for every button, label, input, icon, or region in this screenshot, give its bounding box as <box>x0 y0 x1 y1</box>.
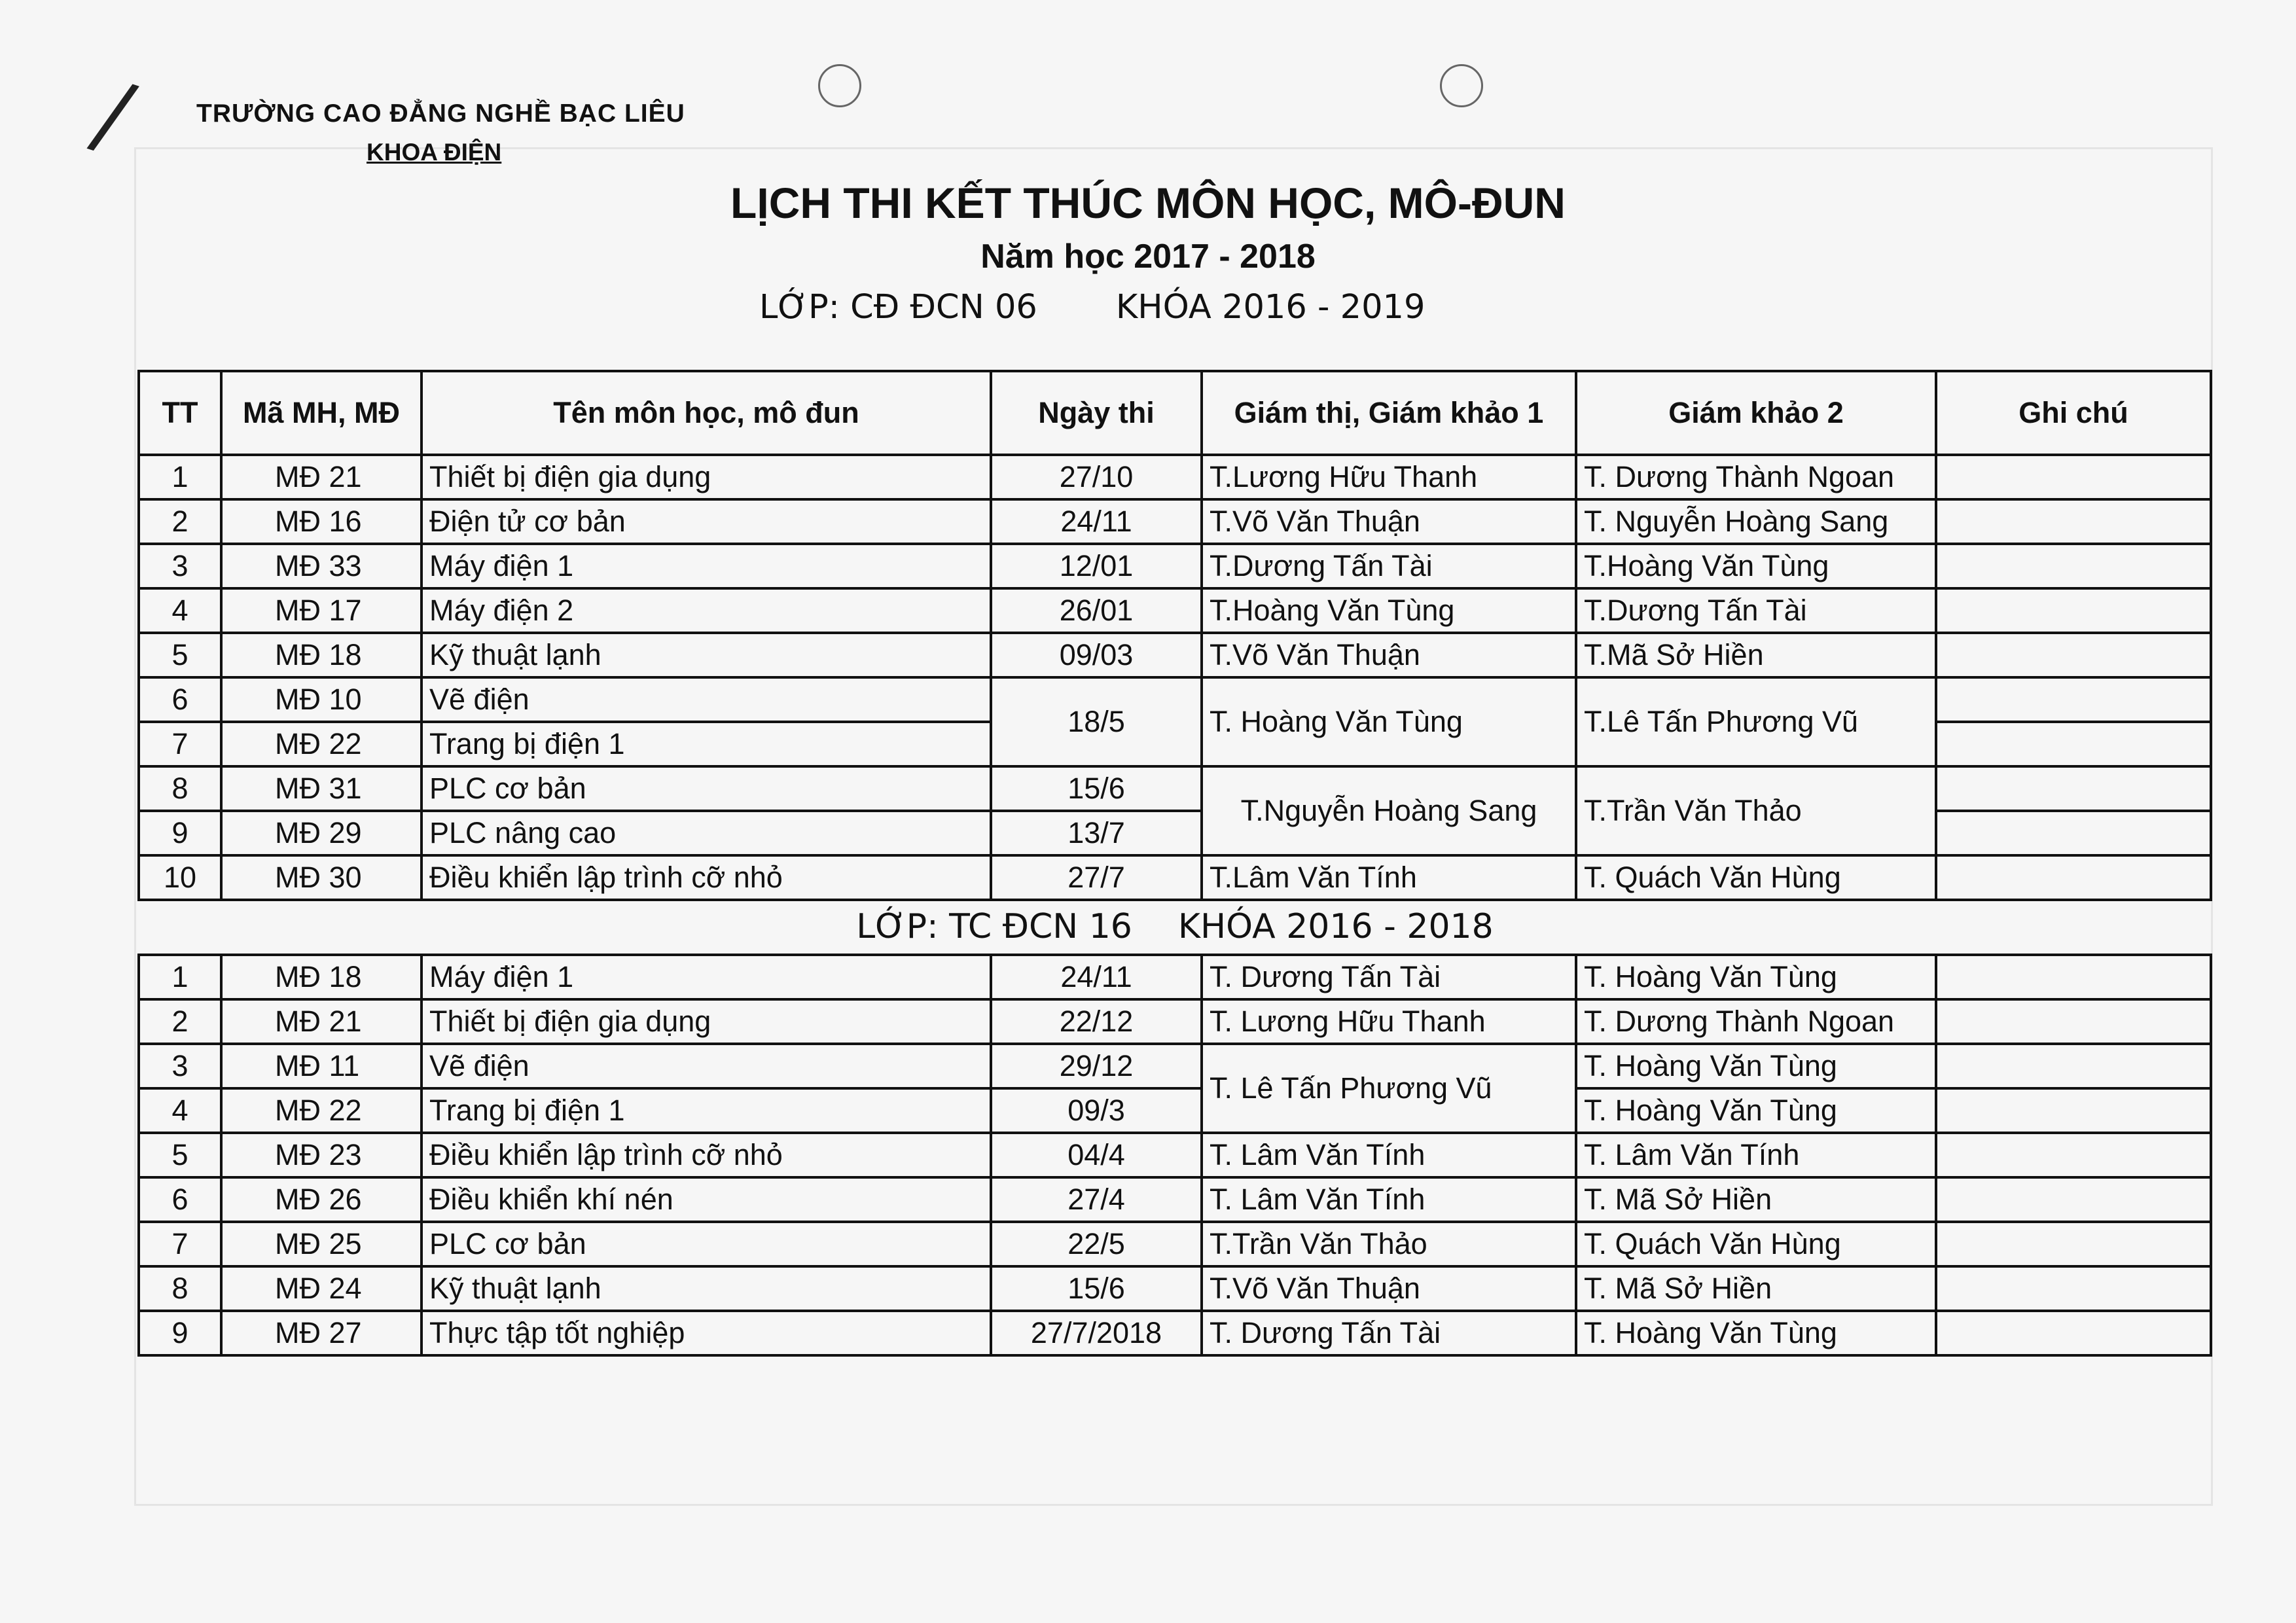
col-subject: Tên môn học, mô đun <box>422 371 991 455</box>
cell-subject: PLC cơ bản <box>422 766 991 811</box>
cell-tt: 3 <box>139 1044 221 1088</box>
class-name: LỚP: CĐ ĐCN 06 <box>759 288 1037 327</box>
table-row <box>139 677 2211 722</box>
table-row <box>139 1177 2211 1222</box>
cell-code: MĐ 17 <box>221 588 422 633</box>
pen-stroke: / <box>82 60 145 171</box>
table-row <box>139 999 2211 1044</box>
cell-examiner1: T.Trần Văn Thảo <box>1202 1222 1576 1266</box>
cell-examiner1: T. Lâm Văn Tính <box>1202 1177 1576 1222</box>
cell-subject: Vẽ điện <box>422 1044 991 1088</box>
cell-examiner1: T. Lương Hữu Thanh <box>1202 999 1576 1044</box>
cell-examiner2: T. Hoàng Văn Tùng <box>1576 955 1936 999</box>
cell-note <box>1936 1088 2211 1133</box>
col-tt: TT <box>139 371 221 455</box>
cell-examiner2: T.Hoàng Văn Tùng <box>1576 544 1936 588</box>
cell-examiner1: T. Dương Tấn Tài <box>1202 955 1576 999</box>
cell-date: 29/12 <box>991 1044 1202 1088</box>
cell-examiner2: T. Mã Sở Hiền <box>1576 1177 1936 1222</box>
cell-subject: Điện tử cơ bản <box>422 499 991 544</box>
cell-subject: Vẽ điện <box>422 677 991 722</box>
cell-note <box>1936 722 2211 766</box>
cell-subject: Kỹ thuật lạnh <box>422 1266 991 1311</box>
cell-code: MĐ 27 <box>221 1311 422 1355</box>
cell-date: 27/7 <box>991 855 1202 900</box>
table-row <box>139 955 2211 999</box>
cell-tt: 10 <box>139 855 221 900</box>
cell-code: MĐ 18 <box>221 955 422 999</box>
punch-hole <box>818 64 861 107</box>
cell-examiner1: T.Lương Hữu Thanh <box>1202 455 1576 499</box>
cell-examiner2: T. Lâm Văn Tính <box>1576 1133 1936 1177</box>
cell-code: MĐ 21 <box>221 455 422 499</box>
cell-subject: PLC cơ bản <box>422 1222 991 1266</box>
cell-examiner1: T.Hoàng Văn Tùng <box>1202 588 1576 633</box>
cell-tt: 4 <box>139 1088 221 1133</box>
cell-code: MĐ 18 <box>221 633 422 677</box>
col-examiner1: Giám thị, Giám khảo 1 <box>1202 371 1576 455</box>
cell-tt: 5 <box>139 633 221 677</box>
table-row <box>139 633 2211 677</box>
cell-code: MĐ 31 <box>221 766 422 811</box>
cell-code: MĐ 33 <box>221 544 422 588</box>
cell-tt: 2 <box>139 499 221 544</box>
table-row <box>139 1133 2211 1177</box>
cell-examiner1: T.Dương Tấn Tài <box>1202 544 1576 588</box>
cell-date: 24/11 <box>991 955 1202 999</box>
cell-note <box>1936 677 2211 722</box>
cell-subject: Máy điện 1 <box>422 955 991 999</box>
cell-date: 04/4 <box>991 1133 1202 1177</box>
class-heading <box>759 288 1425 327</box>
table-row <box>139 455 2211 499</box>
table-row <box>139 1266 2211 1311</box>
school-year: Năm học 2017 - 2018 <box>980 238 1316 276</box>
cell-examiner2: T. Hoàng Văn Tùng <box>1576 1311 1936 1355</box>
cell-code: MĐ 23 <box>221 1133 422 1177</box>
cell-tt: 5 <box>139 1133 221 1177</box>
cell-examiner2: T. Mã Sở Hiền <box>1576 1266 1936 1311</box>
cell-note <box>1936 811 2211 855</box>
cell-date: 22/12 <box>991 999 1202 1044</box>
cell-examiner1: T.Lâm Văn Tính <box>1202 855 1576 900</box>
cell-code: MĐ 11 <box>221 1044 422 1088</box>
cell-examiner1: T. Dương Tấn Tài <box>1202 1311 1576 1355</box>
cell-subject: Máy điện 1 <box>422 544 991 588</box>
cell-note <box>1936 455 2211 499</box>
cell-code: MĐ 26 <box>221 1177 422 1222</box>
cell-examiner1: T. Hoàng Văn Tùng <box>1202 677 1576 766</box>
cell-date: 27/7/2018 <box>991 1311 1202 1355</box>
cell-subject: Máy điện 2 <box>422 588 991 633</box>
cell-subject: Thực tập tốt nghiệp <box>422 1311 991 1355</box>
cell-date: 27/4 <box>991 1177 1202 1222</box>
class-name: LỚP: TC ĐCN 16 <box>856 907 1132 947</box>
cell-examiner1: T.Võ Văn Thuận <box>1202 1266 1576 1311</box>
cell-subject: PLC nâng cao <box>422 811 991 855</box>
cell-tt: 1 <box>139 955 221 999</box>
cell-code: MĐ 16 <box>221 499 422 544</box>
cell-examiner2: T. Dương Thành Ngoan <box>1576 455 1936 499</box>
cell-code: MĐ 24 <box>221 1266 422 1311</box>
cell-date: 27/10 <box>991 455 1202 499</box>
cell-date: 09/3 <box>991 1088 1202 1133</box>
cell-tt: 6 <box>139 677 221 722</box>
cell-date: 22/5 <box>991 1222 1202 1266</box>
cell-code: MĐ 30 <box>221 855 422 900</box>
cell-note <box>1936 766 2211 811</box>
col-note: Ghi chú <box>1936 371 2211 455</box>
cell-code: MĐ 22 <box>221 722 422 766</box>
cell-note <box>1936 1044 2211 1088</box>
table-row <box>139 588 2211 633</box>
cell-examiner2: T.Trần Văn Thảo <box>1576 766 1936 855</box>
cell-tt: 6 <box>139 1177 221 1222</box>
table-header-row <box>139 371 2211 455</box>
cell-examiner1: T.Võ Văn Thuận <box>1202 499 1576 544</box>
cell-examiner2: T. Hoàng Văn Tùng <box>1576 1088 1936 1133</box>
cell-subject: Thiết bị điện gia dụng <box>422 455 991 499</box>
cell-examiner2: T.Dương Tấn Tài <box>1576 588 1936 633</box>
cell-note <box>1936 633 2211 677</box>
cell-examiner1: T. Lê Tấn Phương Vũ <box>1202 1044 1576 1133</box>
cell-tt: 9 <box>139 1311 221 1355</box>
punch-hole <box>1440 64 1483 107</box>
cell-tt: 4 <box>139 588 221 633</box>
cell-note <box>1936 999 2211 1044</box>
cell-note <box>1936 1266 2211 1311</box>
table-row <box>139 1044 2211 1088</box>
cell-examiner1: T.Võ Văn Thuận <box>1202 633 1576 677</box>
class-khoa: KHÓA 2016 - 2018 <box>1177 907 1494 947</box>
cell-date: 26/01 <box>991 588 1202 633</box>
cell-note <box>1936 1177 2211 1222</box>
cell-date: 13/7 <box>991 811 1202 855</box>
cell-examiner2: T. Nguyễn Hoàng Sang <box>1576 499 1936 544</box>
cell-tt: 7 <box>139 1222 221 1266</box>
cell-note <box>1936 1222 2211 1266</box>
cell-code: MĐ 25 <box>221 1222 422 1266</box>
cell-note <box>1936 1311 2211 1355</box>
cell-examiner1: T.Nguyễn Hoàng Sang <box>1202 766 1576 855</box>
cell-tt: 8 <box>139 766 221 811</box>
cell-tt: 7 <box>139 722 221 766</box>
table-row <box>139 1311 2211 1355</box>
cell-code: MĐ 21 <box>221 999 422 1044</box>
cell-code: MĐ 29 <box>221 811 422 855</box>
cell-subject: Điều khiển lập trình cỡ nhỏ <box>422 855 991 900</box>
cell-tt: 9 <box>139 811 221 855</box>
table-row <box>139 766 2211 811</box>
department-name: KHOA ĐIỆN <box>367 139 502 166</box>
school-name: TRƯỜNG CAO ĐẲNG NGHỀ BẠC LIÊU <box>196 99 685 128</box>
cell-note <box>1936 499 2211 544</box>
cell-note <box>1936 855 2211 900</box>
cell-examiner2: T. Quách Văn Hùng <box>1576 855 1936 900</box>
class-khoa: KHÓA 2016 - 2019 <box>1115 288 1426 327</box>
cell-tt: 8 <box>139 1266 221 1311</box>
cell-note <box>1936 955 2211 999</box>
table-row <box>139 855 2211 900</box>
col-code: Mã MH, MĐ <box>221 371 422 455</box>
cell-code: MĐ 10 <box>221 677 422 722</box>
cell-date: 24/11 <box>991 499 1202 544</box>
cell-tt: 1 <box>139 455 221 499</box>
table-row <box>139 499 2211 544</box>
cell-date: 12/01 <box>991 544 1202 588</box>
class-heading <box>139 900 2211 955</box>
cell-note <box>1936 544 2211 588</box>
class-section-heading <box>139 900 2211 955</box>
cell-note <box>1936 588 2211 633</box>
cell-examiner2: T. Dương Thành Ngoan <box>1576 999 1936 1044</box>
cell-examiner2: T.Lê Tấn Phương Vũ <box>1576 677 1936 766</box>
cell-examiner1: T. Lâm Văn Tính <box>1202 1133 1576 1177</box>
page-title: LỊCH THI KẾT THÚC MÔN HỌC, MÔ-ĐUN <box>730 179 1566 227</box>
cell-tt: 3 <box>139 544 221 588</box>
exam-schedule-table <box>137 370 2212 1357</box>
table-row <box>139 1222 2211 1266</box>
cell-code: MĐ 22 <box>221 1088 422 1133</box>
cell-note <box>1936 1133 2211 1177</box>
cell-examiner2: T.Mã Sở Hiền <box>1576 633 1936 677</box>
table-row <box>139 1088 2211 1133</box>
cell-date: 15/6 <box>991 766 1202 811</box>
cell-subject: Thiết bị điện gia dụng <box>422 999 991 1044</box>
cell-examiner2: T. Hoàng Văn Tùng <box>1576 1044 1936 1088</box>
table-row <box>139 544 2211 588</box>
cell-subject: Kỹ thuật lạnh <box>422 633 991 677</box>
col-date: Ngày thi <box>991 371 1202 455</box>
cell-date: 09/03 <box>991 633 1202 677</box>
cell-date: 18/5 <box>991 677 1202 766</box>
cell-subject: Trang bị điện 1 <box>422 722 991 766</box>
cell-subject: Điều khiển khí nén <box>422 1177 991 1222</box>
cell-tt: 2 <box>139 999 221 1044</box>
cell-subject: Điều khiển lập trình cỡ nhỏ <box>422 1133 991 1177</box>
cell-date: 15/6 <box>991 1266 1202 1311</box>
cell-subject: Trang bị điện 1 <box>422 1088 991 1133</box>
cell-examiner2: T. Quách Văn Hùng <box>1576 1222 1936 1266</box>
col-examiner2: Giám khảo 2 <box>1576 371 1936 455</box>
